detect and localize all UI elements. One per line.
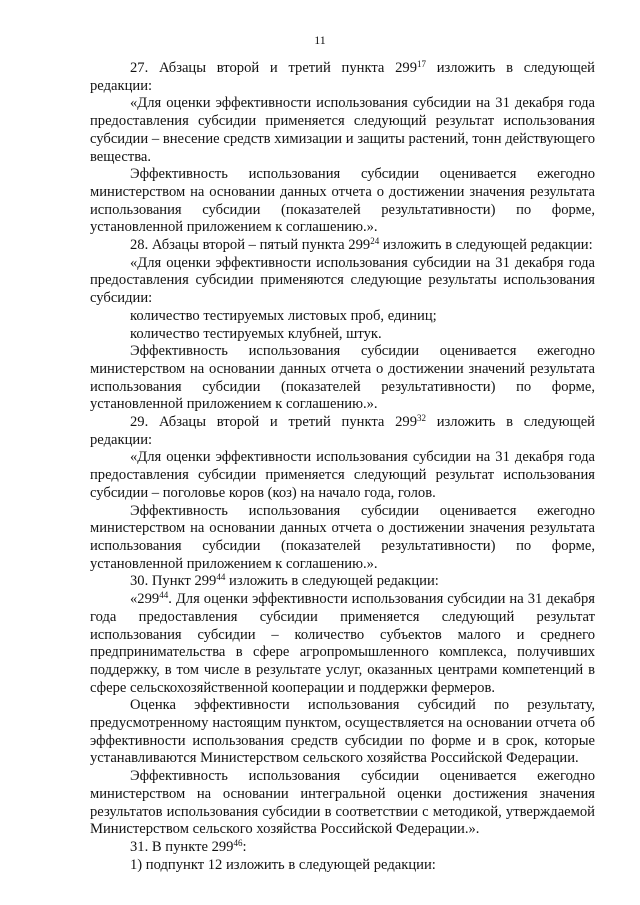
paragraph-text: : <box>242 838 247 855</box>
paragraph: «Для оценки эффективности использования субсидии на 31 декабря года предоставления субсидии применяется следующий результат использования субсидии – внесение средств химизации и защиты растений, тонн действующего вещества. <box>90 95 595 165</box>
footnote-superscript: 46 <box>233 837 243 848</box>
paragraph-text: изложить в следующей редакции: <box>379 237 593 254</box>
paragraph: «Для оценки эффективности использования субсидии на 31 декабря года предоставления субсидии применяются следующие результаты использования субсидии: <box>90 254 595 307</box>
footnote-superscript: 44 <box>159 590 169 601</box>
paragraph-text: 31. В пункте 299 <box>130 838 234 855</box>
footnote-superscript: 44 <box>216 572 226 583</box>
paragraph-text: изложить в следующей редакции: <box>90 414 595 448</box>
paragraph-item-28 <box>90 237 595 255</box>
paragraph: 1) подпункт 12 изложить в следующей редакции: <box>130 856 436 873</box>
paragraph: Эффективность использования субсидии оценивается ежегодно министерством на основании интегральной оценки достижения значения результатов использования субсидии в соответствии с методикой, утверждаемой Министерством сельского хозяйства Российской Федерации.». <box>90 768 595 838</box>
paragraph: Эффективность использования субсидии оценивается ежегодно министерством на основании данных отчета о достижении значения результата использования субсидии (показателей результативности) по форме, установленной приложением к соглашению.». <box>90 502 595 572</box>
paragraph-quoted-299-44 <box>90 591 595 697</box>
paragraph-item-27 <box>90 60 595 95</box>
footnote-superscript: 17 <box>417 59 426 69</box>
paragraph-text: изложить в следующей редакции: <box>90 60 595 94</box>
paragraph-text: . Для оценки эффективности использования субсидии на 31 декабря года предоставления субсидии применяется следующий результат использования субсидии – количество субъектов малого и среднего предпринимательства в сфере агропромышленного комплекса, получивших поддержку, в том числе в результате услуг, оказанных центрами компетенций в сфере сельскохозяйственной кооперации и поддержки фермеров. <box>90 591 595 696</box>
paragraph-text: 28. Абзацы второй – пятый пункта 299 <box>130 237 371 254</box>
document-body <box>90 60 595 874</box>
paragraph-list-line: количество тестируемых клубней, штук. <box>130 325 382 342</box>
page-number: 11 <box>314 33 326 47</box>
footnote-superscript: 32 <box>417 413 426 424</box>
paragraph-item-29 <box>90 414 595 449</box>
paragraph-text: 29. Абзацы второй и третий пункта 299 <box>130 414 417 431</box>
paragraph-item-31 <box>90 839 595 857</box>
paragraph-text: 30. Пункт 299 <box>130 573 217 590</box>
footnote-superscript: 24 <box>370 236 380 247</box>
paragraph-list-line: количество тестируемых листовых проб, единиц; <box>130 307 437 324</box>
paragraph: Оценка эффективности использования субсидий по результату, предусмотренному настоящим пунктом, осуществляется на основании отчета об эффективности использования средств субсидии по форме и в срок, которые устанавливаются Министерством сельского хозяйства Российской Федерации. <box>90 697 595 767</box>
paragraph-item-30 <box>90 573 595 591</box>
paragraph-text: изложить в следующей редакции: <box>225 573 439 590</box>
paragraph: Эффективность использования субсидии оценивается ежегодно министерством на основании данных отчета о достижении значений результата использования субсидии (показателей результативности) по форме, установленной приложением к соглашению.». <box>90 343 595 413</box>
paragraph-text: 27. Абзацы второй и третий пункта 299 <box>130 60 417 76</box>
paragraph: «Для оценки эффективности использования субсидии на 31 декабря года предоставления субсидии применяется следующий результат использования субсидии – поголовье коров (коз) на начало года, голов. <box>90 449 595 501</box>
paragraph: Эффективность использования субсидии оценивается ежегодно министерством на основании данных отчета о достижении значения результата использования субсидии (показателей результативности) по форме, установленной приложением к соглашению.». <box>90 166 595 236</box>
paragraph-text: «299 <box>130 591 160 608</box>
